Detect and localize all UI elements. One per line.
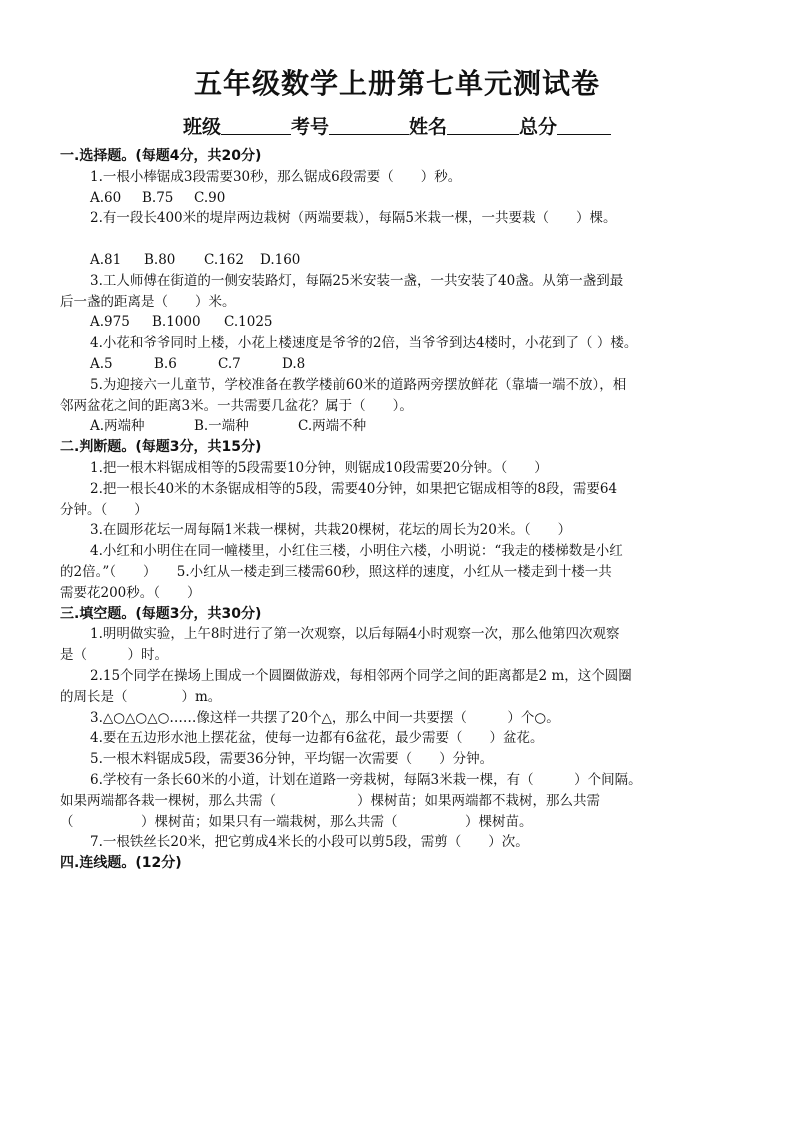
number-label: 考号 — [290, 116, 329, 138]
question-text: 5.为迎接六一儿童节，学校准备在教学楼前60米的道路两旁摆放鲜花（靠墙一端不放），相 — [90, 376, 627, 393]
question-text-cont: 分钟。（ ） — [60, 501, 148, 518]
question-text: 4.小红和小明住在同一幢楼里，小红住三楼，小明住六楼，小明说：“我走的楼梯数是小红 — [90, 543, 623, 560]
option: B.6 — [154, 355, 177, 372]
question-text: 7.一根铁丝长20米，把它剪成4米长的小段可以剪5段，需剪（ ）次。 — [90, 834, 529, 851]
option: A.5 — [90, 355, 113, 372]
question-text-cont: 是（ ）时。 — [60, 647, 168, 664]
section-heading-judgement: 二.判断题。(每题3分，共15分) — [60, 439, 262, 456]
option: A.81 — [90, 251, 122, 268]
question-text: 2.有一段长400米的堤岸两边栽树（两端要栽），每隔5米栽一棵，一共要栽（ ）棵。 — [90, 210, 617, 227]
name-label: 姓名 — [409, 116, 448, 138]
question-text-cont: 需要花200秒。（ ） — [60, 584, 201, 601]
option: C.162 — [204, 251, 244, 268]
option: A.两端种 — [90, 418, 145, 435]
name-blank[interactable] — [447, 116, 519, 135]
option: C.90 — [194, 189, 226, 206]
question-text-cont: 后一盏的距离是（ ）米。 — [60, 293, 236, 310]
question-text: 3.在圆形花坛一周每隔1米栽一棵树，共栽20棵树，花坛的周长为20米。（ ） — [90, 522, 572, 539]
section-heading-choice: 一.选择题。(每题4分，共20分) — [60, 148, 262, 164]
question-options — [60, 354, 736, 375]
section-heading-matching: 四.连线题。(12分) — [60, 855, 182, 872]
option: C.两端不种 — [298, 418, 367, 435]
question-text: 1.一根小棒锯成3段需要30秒，那么锯成6段需要（ ）秒。 — [90, 168, 462, 185]
option: D.160 — [260, 251, 301, 268]
student-info-line — [0, 112, 794, 139]
question-text: 6.学校有一条长60米的小道，计划在道路一旁栽树，每隔3米栽一棵，有（ ）个间隔。 — [90, 771, 642, 788]
question-text: 4.小花和爷爷同时上楼，小花上楼速度是爷爷的2倍，当爷爷到达4楼时，小花到了（ ）楼。 — [90, 335, 638, 352]
section-heading-fill-in: 三.填空题。(每题3分，共30分) — [60, 605, 262, 622]
number-blank[interactable] — [329, 116, 409, 135]
option: C.7 — [218, 355, 241, 372]
question-text-cont: （ ）棵树苗；如果只有一端栽树，那么共需（ ）棵树苗。 — [60, 813, 533, 830]
option: B.一端种 — [194, 418, 249, 435]
exam-content — [60, 146, 736, 874]
option: A.60 — [90, 189, 122, 206]
question-options — [60, 312, 736, 333]
question-text: 2.15个同学在操场上围成一个圆圈做游戏，每相邻两个同学之间的距离都是2 m，这个圆圈 — [90, 667, 632, 684]
question-options — [60, 416, 736, 437]
question-text-cont: 的2倍。”（ ） 5.小红从一楼走到三楼需60秒，照这样的速度，小红从一楼走到十楼一共 — [60, 563, 612, 580]
option: B.75 — [142, 189, 174, 206]
question-text: 3.△○△○△○……像这样一共摆了20个△，那么中间一共要摆（ ）个○。 — [90, 709, 560, 726]
question-text: 4.要在五边形水池上摆花盆，使每一边都有6盆花，最少需要（ ）盆花。 — [90, 730, 544, 747]
question-options — [60, 188, 736, 209]
question-text-cont: 邻两盆花之间的距离3米。一共需要几盆花？属于（ ）。 — [60, 397, 413, 414]
question-text: 1.明明做实验，上午8时进行了第一次观察，以后每隔4小时观察一次，那么他第四次观察 — [90, 626, 620, 643]
class-label: 班级 — [182, 116, 221, 138]
answer-space — [60, 229, 736, 250]
question-text-cont: 如果两端都各栽一棵树，那么共需（ ）棵树苗；如果两端都不栽树，那么共需 — [60, 792, 600, 809]
question-text: 2.把一根长40米的木条锯成相等的5段，需要40分钟，如果把它锯成相等的8段，需要64 — [90, 480, 618, 497]
score-label: 总分 — [519, 116, 558, 138]
question-text: 1.把一根木料锯成相等的5段需要10分钟，则锯成10段需要20分钟。（ ） — [90, 459, 548, 476]
class-blank[interactable] — [221, 116, 291, 135]
question-options — [60, 250, 736, 271]
question-text: 3.工人师傅在街道的一侧安装路灯，每隔25米安装一盏，一共安装了40盏。从第一盏到最 — [90, 272, 624, 289]
option: B.1000 — [152, 314, 201, 331]
option: B.80 — [144, 251, 176, 268]
option: C.1025 — [224, 314, 273, 331]
question-text: 5.一根木料锯成5段，需要36分钟，平均锯一次需要（ ）分钟。 — [90, 751, 494, 768]
option: A.975 — [90, 314, 130, 331]
page-title: 五年级数学上册第七单元测试卷 — [193, 67, 600, 100]
option: D.8 — [282, 355, 306, 372]
question-text-cont: 的周长是（ ）m。 — [60, 688, 222, 705]
score-blank[interactable] — [557, 116, 611, 135]
